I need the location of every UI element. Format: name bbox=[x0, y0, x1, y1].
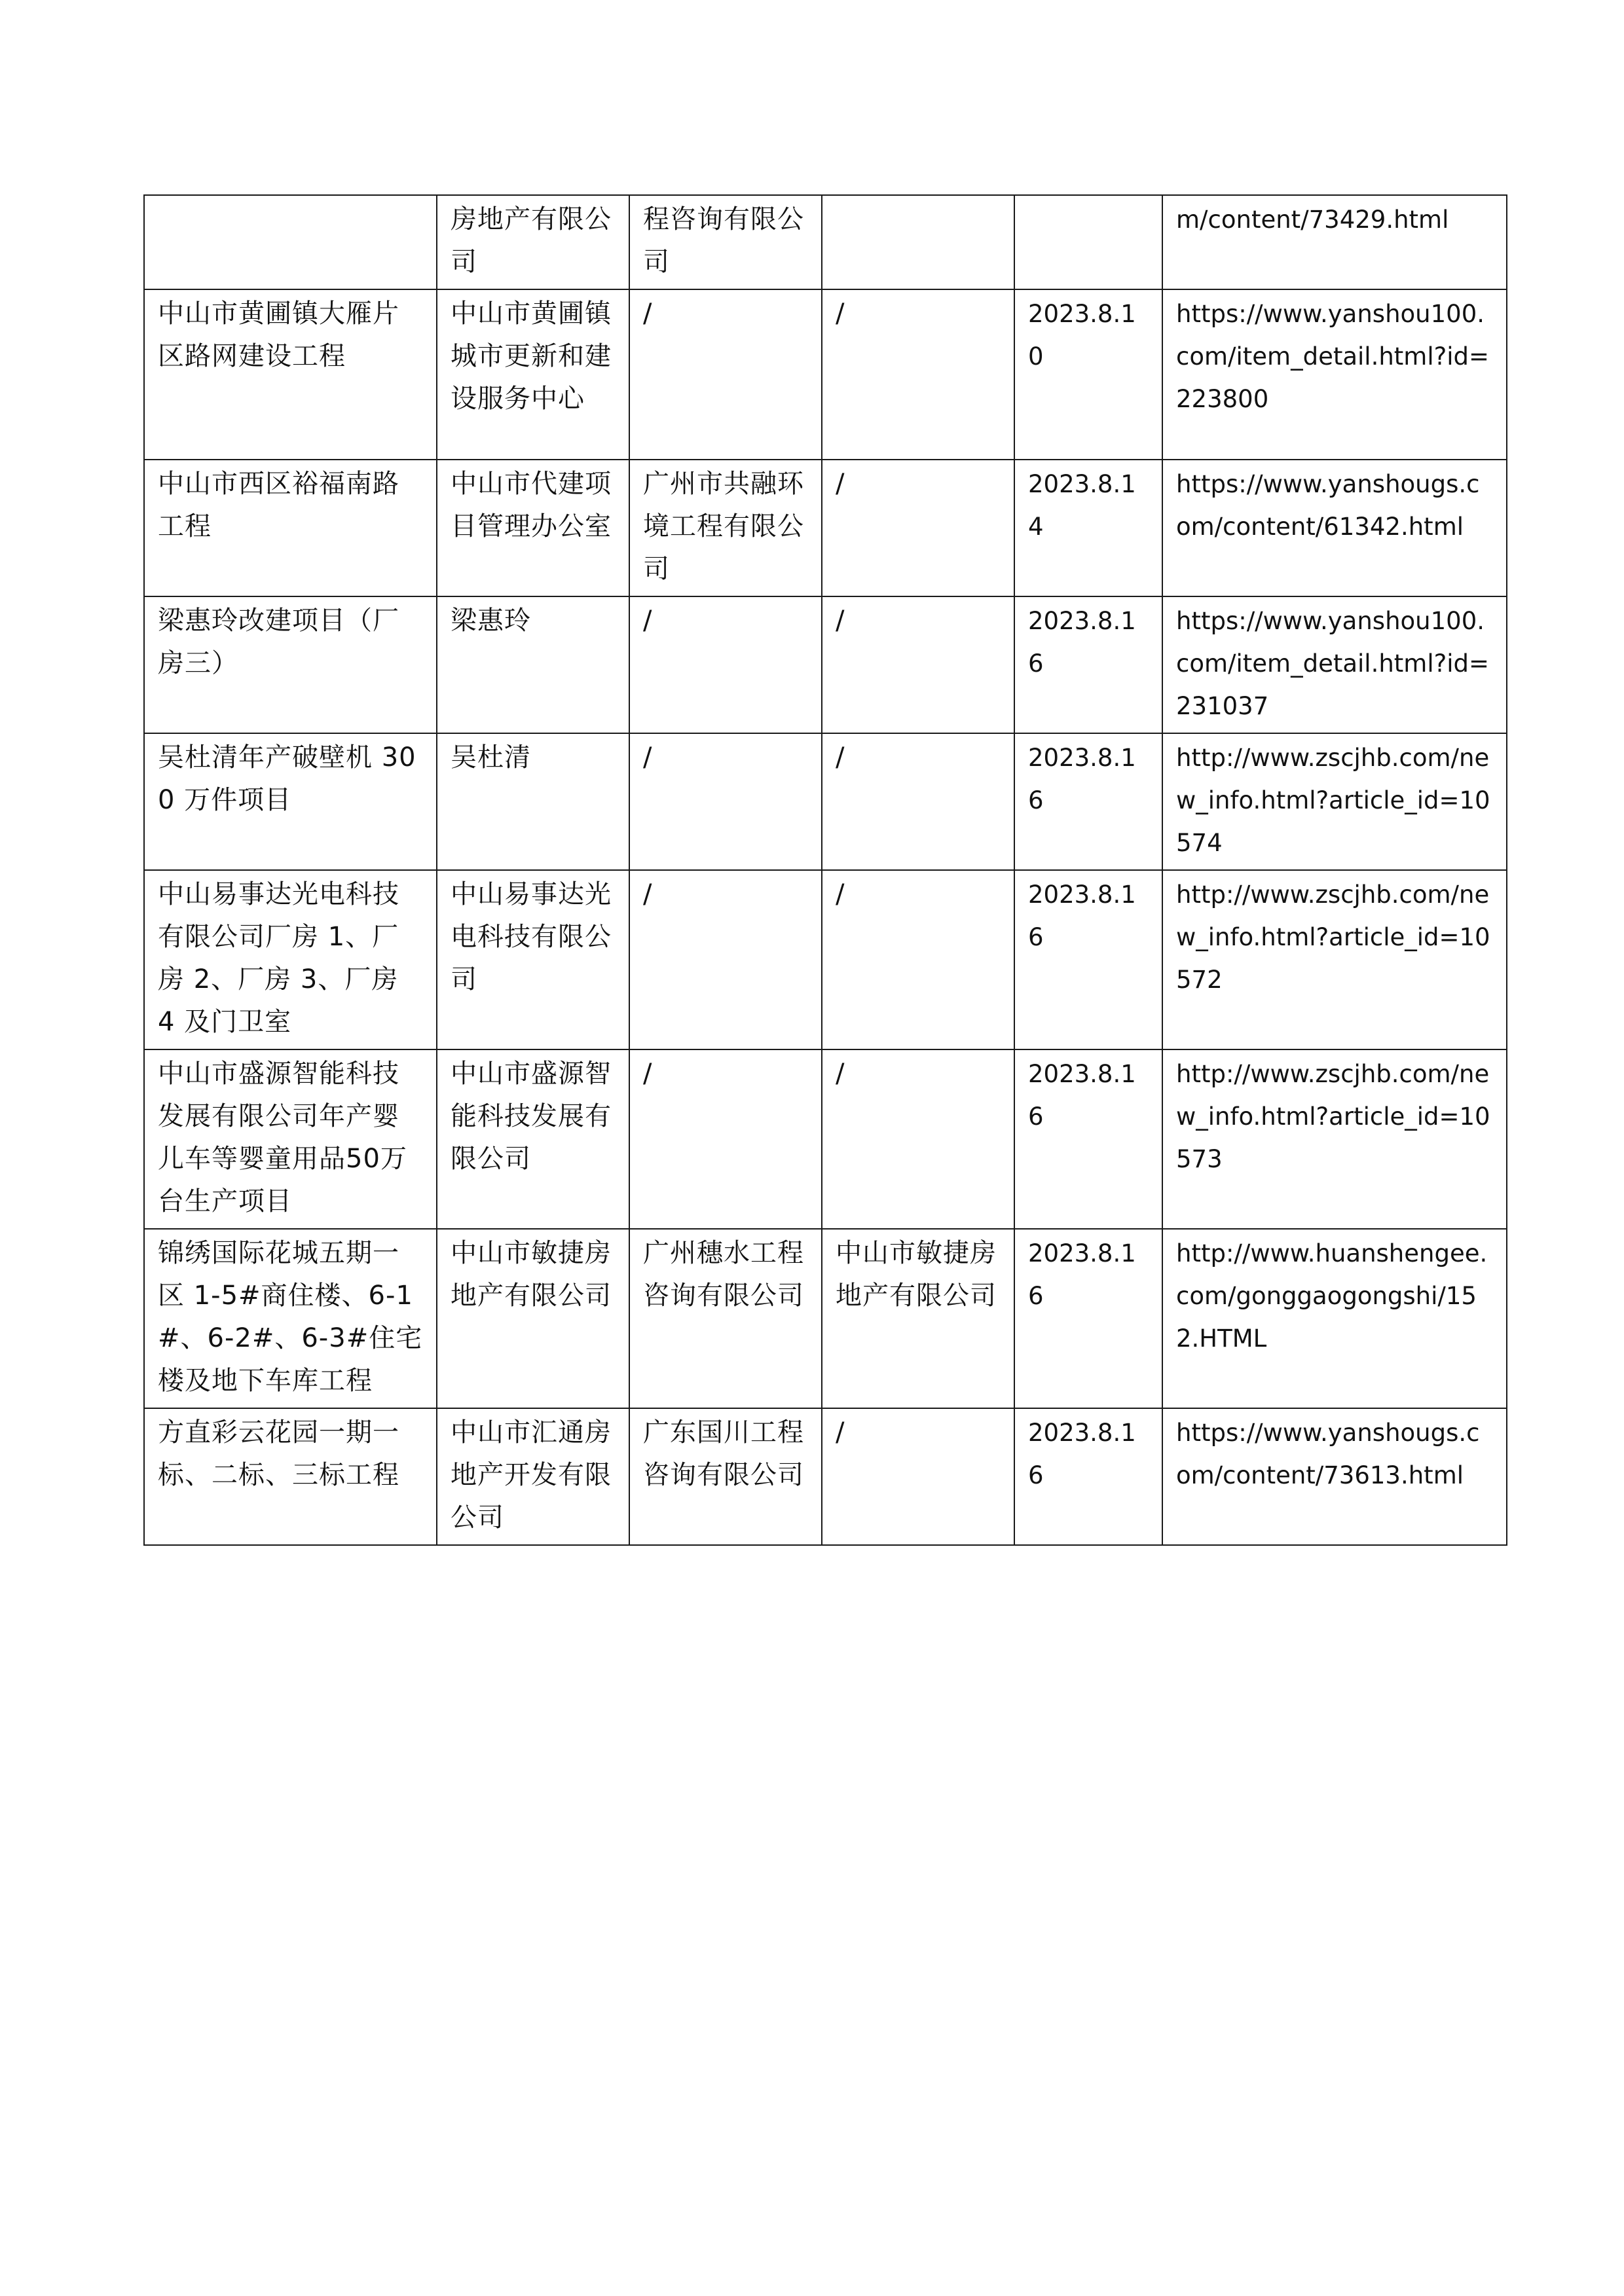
table-row bbox=[144, 596, 1507, 733]
owner-cell: 梁惠玲 bbox=[437, 596, 629, 733]
date-cell: 2023.8.16 bbox=[1014, 870, 1162, 1049]
url-cell: https://www.yanshou100.com/item_detail.html?id=223800 bbox=[1162, 289, 1507, 460]
contractor-cell: / bbox=[822, 460, 1014, 596]
contractor-cell: / bbox=[822, 289, 1014, 460]
owner-cell: 中山市敏捷房地产有限公司 bbox=[437, 1229, 629, 1408]
consultant-cell: / bbox=[629, 1049, 822, 1229]
project-name-cell bbox=[144, 195, 437, 289]
contractor-cell: / bbox=[822, 870, 1014, 1049]
project-name-cell: 中山易事达光电科技有限公司厂房 1、厂房 2、厂房 3、厂房 4 及门卫室 bbox=[144, 870, 437, 1049]
url-cell: http://www.zscjhb.com/new_info.html?article_id=10572 bbox=[1162, 870, 1507, 1049]
owner-cell: 中山易事达光电科技有限公司 bbox=[437, 870, 629, 1049]
owner-cell: 房地产有限公司 bbox=[437, 195, 629, 289]
owner-cell: 中山市汇通房地产开发有限公司 bbox=[437, 1408, 629, 1545]
table-row bbox=[144, 1229, 1507, 1408]
project-name-cell: 中山市盛源智能科技发展有限公司年产婴儿车等婴童用品50万台生产项目 bbox=[144, 1049, 437, 1229]
table-row bbox=[144, 870, 1507, 1049]
project-name-cell: 锦绣国际花城五期一区 1-5#商住楼、6-1#、6-2#、6-3#住宅楼及地下车库工程 bbox=[144, 1229, 437, 1408]
table-row bbox=[144, 1408, 1507, 1545]
consultant-cell: 广州穗水工程咨询有限公司 bbox=[629, 1229, 822, 1408]
owner-cell: 中山市代建项目管理办公室 bbox=[437, 460, 629, 596]
consultant-cell: / bbox=[629, 596, 822, 733]
consultant-cell: 程咨询有限公司 bbox=[629, 195, 822, 289]
owner-cell: 中山市黄圃镇城市更新和建设服务中心 bbox=[437, 289, 629, 460]
date-cell: 2023.8.16 bbox=[1014, 596, 1162, 733]
table-row bbox=[144, 733, 1507, 870]
contractor-cell: 中山市敏捷房地产有限公司 bbox=[822, 1229, 1014, 1408]
url-cell: m/content/73429.html bbox=[1162, 195, 1507, 289]
date-cell: 2023.8.14 bbox=[1014, 460, 1162, 596]
table-row bbox=[144, 195, 1507, 289]
url-cell: https://www.yanshougs.com/content/61342.html bbox=[1162, 460, 1507, 596]
project-name-cell: 中山市西区裕福南路工程 bbox=[144, 460, 437, 596]
url-cell: http://www.huanshengee.com/gonggaogongshi/152.HTML bbox=[1162, 1229, 1507, 1408]
consultant-cell: / bbox=[629, 733, 822, 870]
table-row bbox=[144, 1049, 1507, 1229]
url-cell: http://www.zscjhb.com/new_info.html?article_id=10574 bbox=[1162, 733, 1507, 870]
url-cell: http://www.zscjhb.com/new_info.html?article_id=10573 bbox=[1162, 1049, 1507, 1229]
project-name-cell: 方直彩云花园一期一标、二标、三标工程 bbox=[144, 1408, 437, 1545]
date-cell: 2023.8.16 bbox=[1014, 1049, 1162, 1229]
table-row bbox=[144, 460, 1507, 596]
date-cell: 2023.8.16 bbox=[1014, 733, 1162, 870]
table-body bbox=[144, 195, 1507, 1545]
consultant-cell: / bbox=[629, 870, 822, 1049]
owner-cell: 吴杜清 bbox=[437, 733, 629, 870]
date-cell: 2023.8.16 bbox=[1014, 1408, 1162, 1545]
project-name-cell: 梁惠玲改建项目（厂房三） bbox=[144, 596, 437, 733]
contractor-cell: / bbox=[822, 1408, 1014, 1545]
contractor-cell: / bbox=[822, 1049, 1014, 1229]
project-name-cell: 中山市黄圃镇大雁片区路网建设工程 bbox=[144, 289, 437, 460]
contractor-cell: / bbox=[822, 596, 1014, 733]
consultant-cell: 广州市共融环境工程有限公司 bbox=[629, 460, 822, 596]
url-cell: https://www.yanshougs.com/content/73613.html bbox=[1162, 1408, 1507, 1545]
project-name-cell: 吴杜清年产破壁机 300 万件项目 bbox=[144, 733, 437, 870]
contractor-cell: / bbox=[822, 733, 1014, 870]
date-cell: 2023.8.10 bbox=[1014, 289, 1162, 460]
table-row bbox=[144, 289, 1507, 460]
url-cell: https://www.yanshou100.com/item_detail.html?id=231037 bbox=[1162, 596, 1507, 733]
project-acceptance-table bbox=[143, 194, 1507, 1546]
consultant-cell: 广东国川工程咨询有限公司 bbox=[629, 1408, 822, 1545]
owner-cell: 中山市盛源智能科技发展有限公司 bbox=[437, 1049, 629, 1229]
contractor-cell bbox=[822, 195, 1014, 289]
date-cell bbox=[1014, 195, 1162, 289]
consultant-cell: / bbox=[629, 289, 822, 460]
date-cell: 2023.8.16 bbox=[1014, 1229, 1162, 1408]
